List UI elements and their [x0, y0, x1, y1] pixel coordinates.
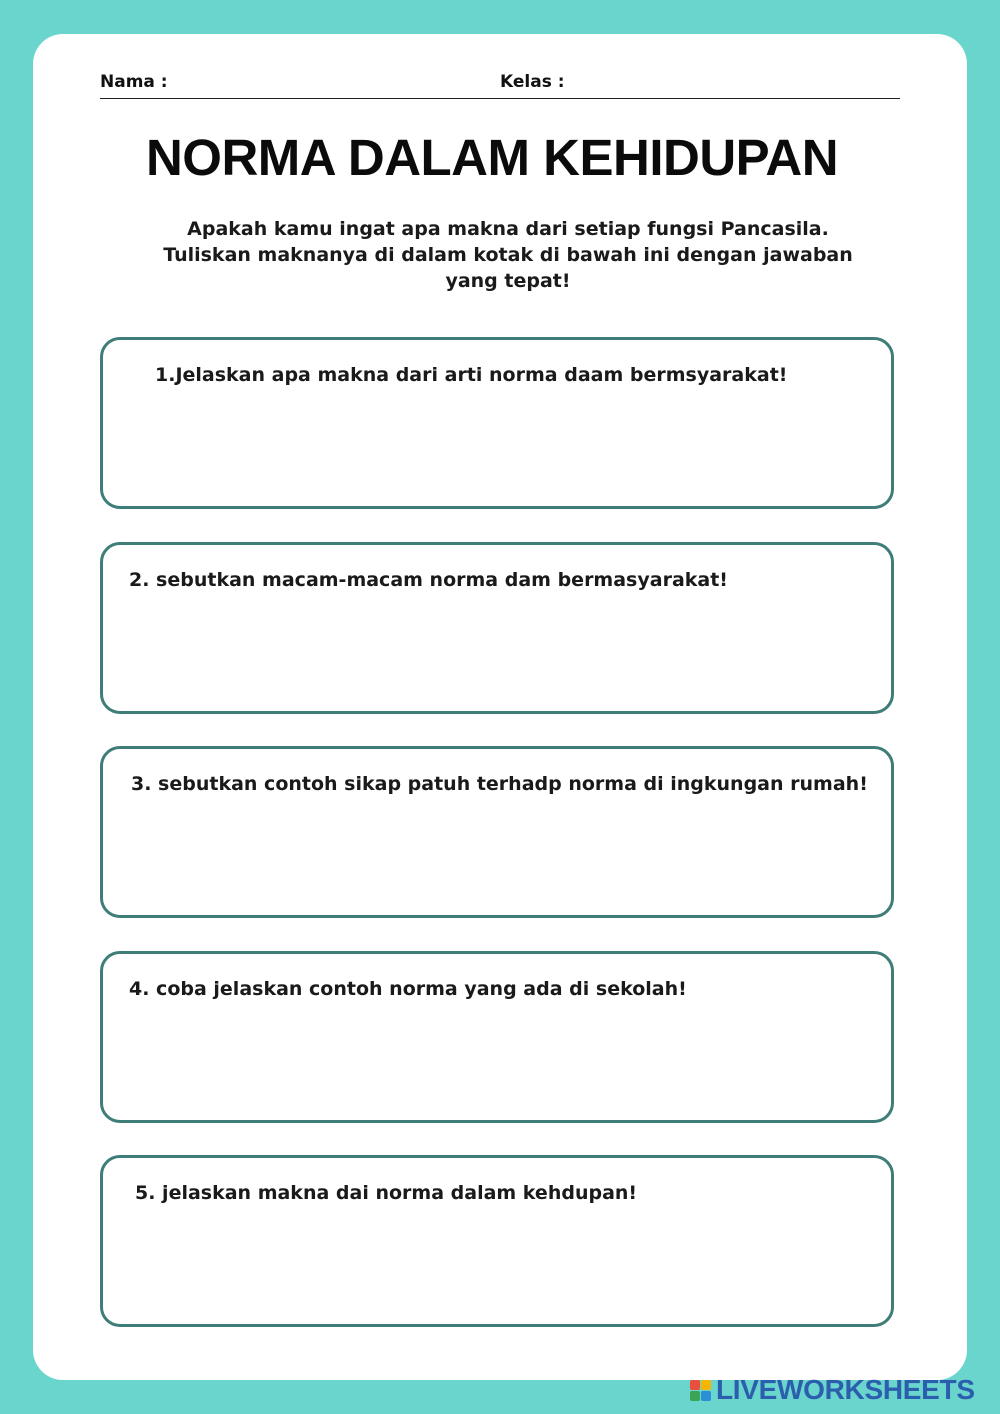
answer-box-5[interactable] — [100, 1155, 894, 1327]
liveworksheets-brand[interactable] — [690, 1370, 975, 1410]
question-text: 1.Jelaskan apa makna dari arti norma daam bermsyarakat! — [155, 364, 788, 386]
instruction-line: yang tepat! — [445, 270, 571, 292]
question-text: 4. coba jelaskan contoh norma yang ada di sekolah! — [129, 978, 687, 1000]
question-text: 2. sebutkan macam-macam norma dam bermasyarakat! — [129, 569, 728, 591]
question-text: 3. sebutkan contoh sikap patuh terhadp norma di ingkungan rumah! — [131, 773, 868, 795]
name-label: Nama : — [100, 72, 168, 92]
liveworksheets-logo-icon — [690, 1380, 711, 1401]
question-text: 5. jelaskan makna dai norma dalam kehdupan! — [135, 1182, 638, 1204]
class-label: Kelas : — [500, 72, 565, 92]
instruction-line: Apakah kamu ingat apa makna dari setiap fungsi Pancasila. — [187, 218, 829, 240]
brand-text: LIVEWORKSHEETS — [716, 1374, 975, 1405]
page-title: NORMA DALAM KEHIDUPAN — [145, 129, 839, 186]
answer-box-1[interactable] — [100, 337, 894, 509]
answer-box-3[interactable] — [100, 746, 894, 918]
header-underline — [100, 98, 900, 99]
answer-box-4[interactable] — [100, 951, 894, 1123]
answer-box-2[interactable] — [100, 542, 894, 714]
instruction-line: Tuliskan maknanya di dalam kotak di bawah ini dengan jawaban — [163, 244, 853, 266]
instruction-text — [160, 216, 856, 294]
